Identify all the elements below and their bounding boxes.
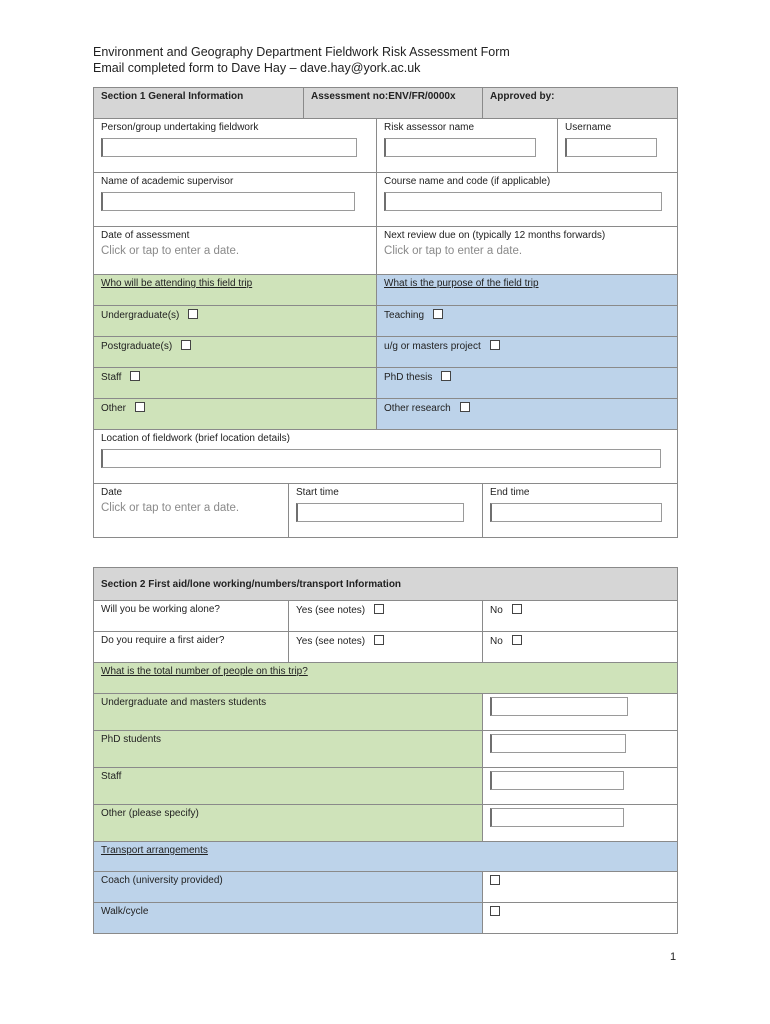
date-assessment-picker[interactable]: Click or tap to enter a date. xyxy=(101,245,240,257)
transport-row-coach: Coach (university provided) xyxy=(94,872,483,903)
email-instruction: Email completed form to Dave Hay – dave.hay@york.ac.uk xyxy=(93,61,421,75)
staff-count-input[interactable] xyxy=(490,771,624,790)
risk-assessor-label: Risk assessor name xyxy=(384,122,475,133)
transport-heading: Transport arrangements xyxy=(94,842,678,872)
first-aider-yes: Yes (see notes) xyxy=(289,632,483,663)
first-aider-question: Do you require a first aider? xyxy=(94,632,289,663)
username-input[interactable] xyxy=(565,138,657,157)
people-row-undergraduate-masters: Undergraduate and masters students xyxy=(94,694,483,731)
assessment-number: Assessment no:ENV/FR/0000x xyxy=(304,88,483,119)
attendee-row-undergraduate: Undergraduate(s) xyxy=(94,306,377,337)
undergraduate-checkbox[interactable] xyxy=(188,309,198,319)
supervisor-label: Name of academic supervisor xyxy=(101,176,234,187)
supervisor-input[interactable] xyxy=(101,192,355,211)
staff-count-cell xyxy=(483,768,678,805)
working-alone-question: Will you be working alone? xyxy=(94,601,289,632)
end-time-cell xyxy=(483,484,678,538)
risk-assessor-input[interactable] xyxy=(384,138,536,157)
location-cell xyxy=(94,430,678,484)
people-row-staff: Staff xyxy=(94,768,483,805)
phd-thesis-checkbox[interactable] xyxy=(441,371,451,381)
transport-row-walk-cycle: Walk/cycle xyxy=(94,903,483,934)
attendee-row-postgraduate: Postgraduate(s) xyxy=(94,337,377,368)
course-cell xyxy=(377,173,678,227)
working-alone-no: No xyxy=(483,601,678,632)
people-row-phd: PhD students xyxy=(94,731,483,768)
date-assessment-label: Date of assessment xyxy=(101,230,190,241)
supervisor-cell xyxy=(94,173,377,227)
username-cell xyxy=(558,119,678,173)
purpose-row-teaching: Teaching xyxy=(377,306,678,337)
other-count-input[interactable] xyxy=(490,808,624,827)
people-row-other: Other (please specify) xyxy=(94,805,483,842)
location-input[interactable] xyxy=(101,449,661,468)
working-alone-no-checkbox[interactable] xyxy=(512,604,522,614)
start-time-input[interactable] xyxy=(296,503,464,522)
first-aider-no-checkbox[interactable] xyxy=(512,635,522,645)
section2-title: Section 2 First aid/lone working/numbers/transport Information xyxy=(94,568,678,601)
other-count-cell xyxy=(483,805,678,842)
end-time-label: End time xyxy=(490,487,530,498)
username-label: Username xyxy=(565,122,612,133)
next-review-label: Next review due on (typically 12 months forwards) xyxy=(384,230,606,241)
approved-by-label: Approved by: xyxy=(483,88,678,119)
next-review-picker[interactable]: Click or tap to enter a date. xyxy=(384,245,523,257)
form-title: Environment and Geography Department Fieldwork Risk Assessment Form xyxy=(93,45,510,59)
coach-checkbox[interactable] xyxy=(490,875,500,885)
phd-count-cell xyxy=(483,731,678,768)
person-group-input[interactable] xyxy=(101,138,357,157)
undergraduate-masters-count-cell xyxy=(483,694,678,731)
teaching-checkbox[interactable] xyxy=(433,309,443,319)
person-group-cell xyxy=(94,119,377,173)
purpose-row-phd: PhD thesis xyxy=(377,368,678,399)
attendee-row-other: Other xyxy=(94,399,377,430)
document-header xyxy=(93,44,510,76)
postgraduate-checkbox[interactable] xyxy=(181,340,191,350)
coach-checkbox-cell xyxy=(483,872,678,903)
first-aider-no: No xyxy=(483,632,678,663)
date-cell xyxy=(94,484,289,538)
page-number: 1 xyxy=(670,951,677,963)
start-time-cell xyxy=(289,484,483,538)
working-alone-yes-checkbox[interactable] xyxy=(374,604,384,614)
purpose-row-project: u/g or masters project xyxy=(377,337,678,368)
course-label: Course name and code (if applicable) xyxy=(384,176,551,187)
risk-assessor-cell xyxy=(377,119,558,173)
purpose-row-other-research: Other research xyxy=(377,399,678,430)
walk-cycle-checkbox[interactable] xyxy=(490,906,500,916)
total-people-heading: What is the total number of people on this trip? xyxy=(94,663,678,694)
purpose-heading: What is the purpose of the field trip xyxy=(377,275,678,306)
undergraduate-masters-count-input[interactable] xyxy=(490,697,628,716)
course-input[interactable] xyxy=(384,192,662,211)
date-label: Date xyxy=(101,487,123,498)
person-group-label: Person/group undertaking fieldwork xyxy=(101,122,259,133)
section2-table xyxy=(93,567,678,934)
attendee-row-staff: Staff xyxy=(94,368,377,399)
date-assessment-cell xyxy=(94,227,377,275)
other-attendee-checkbox[interactable] xyxy=(135,402,145,412)
location-label: Location of fieldwork (brief location details) xyxy=(101,433,290,444)
staff-checkbox[interactable] xyxy=(130,371,140,381)
working-alone-yes: Yes (see notes) xyxy=(289,601,483,632)
first-aider-yes-checkbox[interactable] xyxy=(374,635,384,645)
section1-table xyxy=(93,87,678,538)
section1-title: Section 1 General Information xyxy=(94,88,304,119)
other-research-checkbox[interactable] xyxy=(460,402,470,412)
walk-cycle-checkbox-cell xyxy=(483,903,678,934)
end-time-input[interactable] xyxy=(490,503,662,522)
phd-count-input[interactable] xyxy=(490,734,626,753)
date-picker[interactable]: Click or tap to enter a date. xyxy=(101,502,240,514)
who-attending-heading: Who will be attending this field trip xyxy=(94,275,377,306)
next-review-cell xyxy=(377,227,678,275)
start-time-label: Start time xyxy=(296,487,339,498)
project-checkbox[interactable] xyxy=(490,340,500,350)
